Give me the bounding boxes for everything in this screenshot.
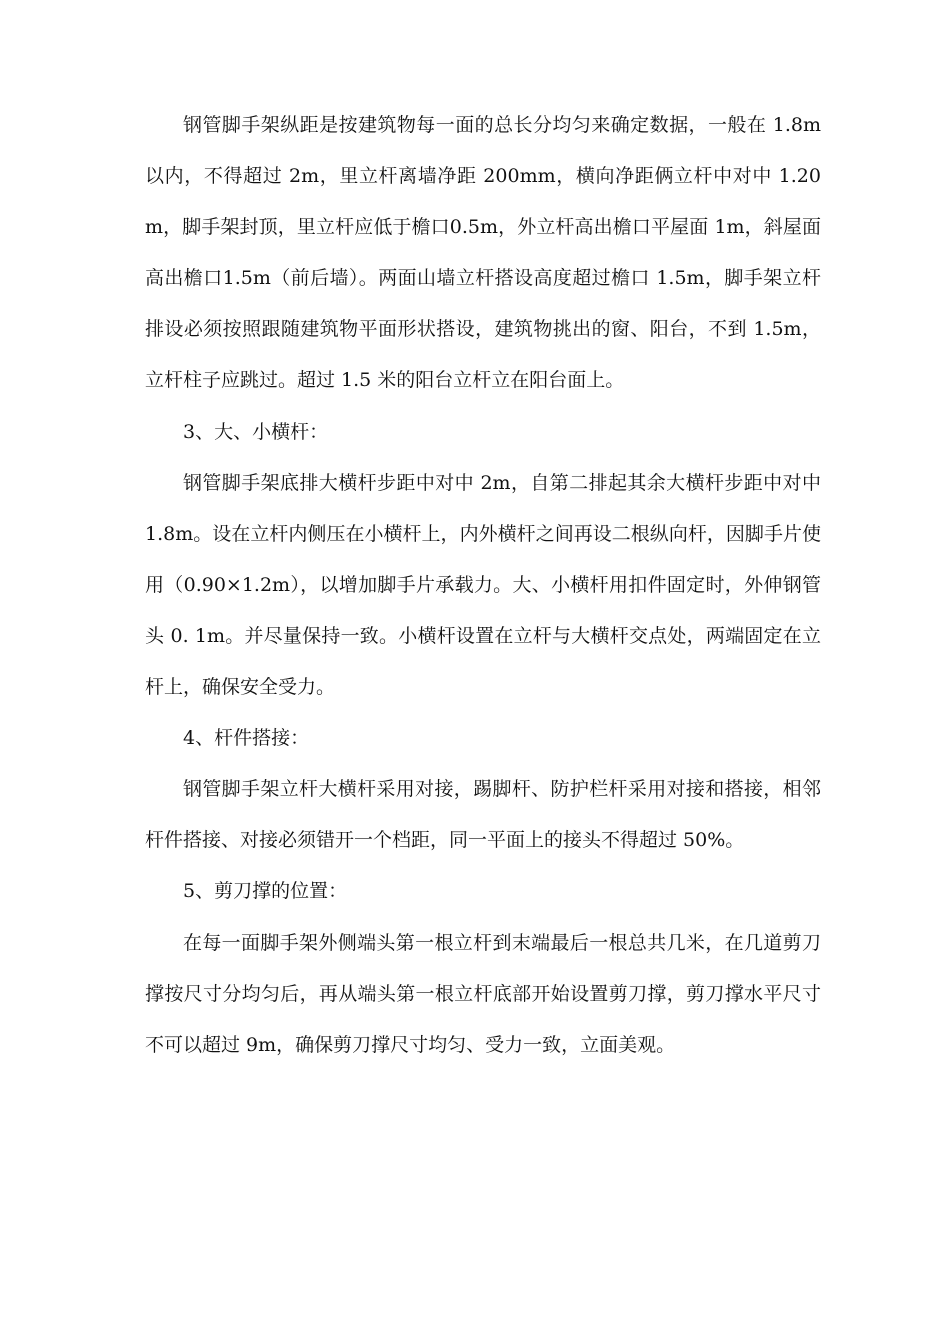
document-page (145, 100, 821, 1071)
paragraph-member-splicing: 钢管脚手架立杆大横杆采用对接，踢脚杆、防护栏杆采用对接和搭接，相邻杆件搭接、对接必须错开一个档距，同一平面上的接头不得超过 50%。 (145, 778, 821, 852)
heading-member-splicing: 4、杆件搭接： (183, 727, 310, 750)
heading-ledgers: 3、大、小横杆： (183, 420, 329, 443)
paragraph-cross-bracing: 在每一面脚手架外侧端头第一根立杆到末端最后一根总共几米，在几道剪刀撑按尺寸分均匀后，再从端头第一根立杆底部开始设置剪刀撑，剪刀撑水平尺寸不可以超过 9m，确保剪刀撑尺寸均匀、受力一致，立面美观。 (145, 931, 821, 1056)
paragraph-vertical-spacing: 钢管脚手架纵距是按建筑物每一面的总长分均匀来确定数据，一般在 1.8m 以内，不得超过 2m，里立杆离墙净距 200mm，横向净距俩立杆中对中 1.20m，脚手架封顶，里立杆应低于檐口0.5m，外立杆高出檐口平屋面 1m，斜屋面高出檐口1.5m（前后墙）。两面山墙立杆搭设高度超过檐口 1.5m，脚手架立杆排设必须按照跟随建筑物平面形状搭设，建筑物挑出的窗、阳台，不到 1.5m，立杆柱子应跳过。超过 1.5 米的阳台立杆立在阳台面上。 (145, 114, 821, 392)
heading-cross-bracing: 5、剪刀撑的位置： (183, 880, 348, 903)
paragraph-ledgers: 钢管脚手架底排大横杆步距中对中 2m，自第二排起其余大横杆步距中对中 1.8m。设在立杆内侧压在小横杆上，内外横杆之间再设二根纵向杆，因脚手片使用（0.90×1.2m），以增加脚手片承载力。大、小横杆用扣件固定时，外伸钢管头 0. 1m。并尽量保持一致。小横杆设置在立杆与大横杆交点处，两端固定在立杆上，确保安全受力。 (145, 471, 821, 699)
